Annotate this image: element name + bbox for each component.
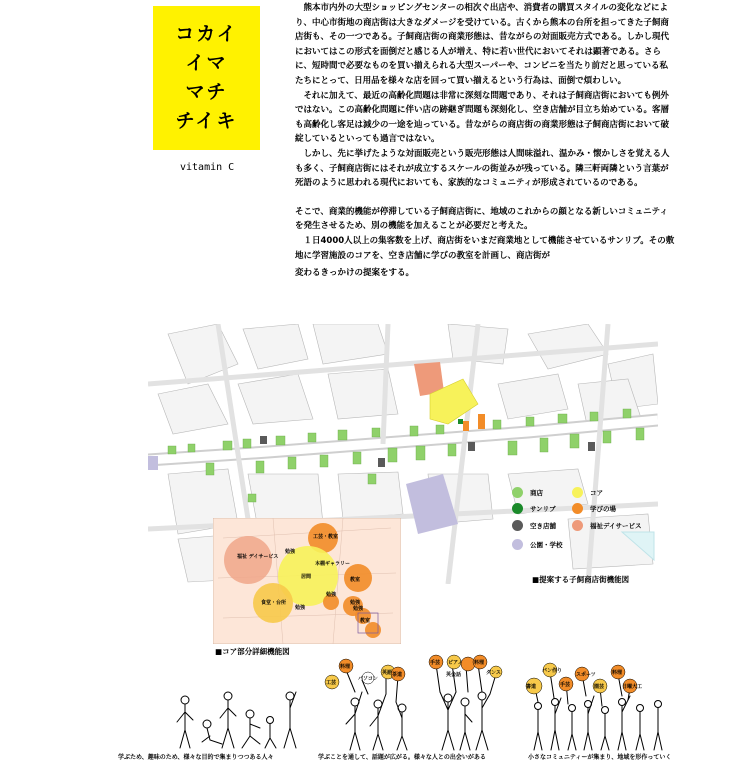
legend-swatch — [512, 503, 523, 514]
detail-label: 工芸・教室 — [313, 534, 339, 540]
title-line: マチ — [185, 81, 228, 103]
people-group-1 — [177, 692, 296, 748]
balloon-label: 英会話 — [446, 672, 462, 678]
paragraph: しかし、先に挙げたような対面販売という販売形態は人間味溢れ、温かみ・懐かしさを覚える人も多く、子飼商店街にはそれが成立するスケールの街並みが残っている。隣三軒両隣という言葉が死語のように思われる現代においても、家族的なコミュニティが形成されているのである。 — [295, 148, 670, 189]
balloon-label: 料理 — [612, 670, 623, 676]
balloon-label: ダンス — [486, 670, 501, 676]
legend-swatch — [572, 520, 583, 531]
balloon-label: パソコン — [358, 676, 378, 682]
detail-label: 居間 — [301, 574, 312, 580]
legend-label: 公園・学校 — [530, 541, 563, 549]
balloon-label: 園芸 — [594, 684, 605, 690]
detail-label: 教室 — [350, 577, 361, 583]
detail-label: 勉強 — [285, 549, 296, 555]
paragraph: そこで、商業的機能が停滞している子飼商店街に、地域のこれからの顔となる新しいコミュニティを発生させるため、別の機能を加えることが必要だと考えた。 — [295, 206, 668, 232]
detail-label: 本棚ギャラリー — [315, 561, 351, 567]
legend-item — [512, 520, 556, 531]
people-illustrations — [110, 652, 720, 760]
legend-label: コア — [590, 489, 603, 497]
people-group-3 — [534, 696, 662, 750]
balloon-label: 料理 — [474, 660, 485, 666]
legend-swatch — [572, 503, 583, 514]
legend-item — [572, 503, 616, 514]
detail-label: 勉強 — [326, 592, 337, 598]
balloon-label: 工芸 — [326, 680, 337, 686]
legend-swatch — [512, 520, 523, 531]
legend-item — [512, 503, 556, 514]
figure-caption: 小さなコミュニティーが集まり、地域を形作っていく — [528, 754, 672, 761]
title-line: チイキ — [175, 110, 238, 132]
legend-item — [512, 487, 543, 498]
legend-corner-decoration — [620, 530, 656, 562]
legend-label: 空き店舗 — [530, 522, 556, 530]
balloon-label: ピアノ — [448, 660, 463, 666]
detail-caption: ■コア部分詳細機能図 — [215, 647, 290, 656]
body-text — [295, 1, 675, 281]
legend-swatch — [512, 539, 523, 550]
detail-label: 勉強 — [295, 605, 306, 611]
map-caption: ■提案する子飼商店街機能図 — [532, 575, 630, 584]
balloon-label: 書道 — [526, 684, 537, 690]
detail-label: 勉強 — [353, 606, 364, 612]
legend-label: 学びの場 — [590, 505, 616, 513]
people-group-2 — [346, 692, 490, 750]
legend-label: 商店 — [530, 489, 543, 497]
detail-label: 勉強 — [350, 600, 361, 606]
detail-label: 食堂・台所 — [261, 600, 287, 606]
title-line: イマ — [185, 52, 228, 74]
figure-caption: 学ぶことを通して、話題が広がる。様々な人との出会いがある — [318, 754, 486, 761]
legend-item — [572, 487, 603, 498]
balloon-label: 料理 — [340, 664, 351, 670]
balloon-label: パン作り — [542, 668, 563, 674]
detail-label: 教室 — [360, 618, 371, 624]
title-line: コカイ — [175, 23, 238, 45]
paragraph: 変わるきっかけの提案をする。 — [295, 268, 415, 279]
balloon-label: 茶道 — [392, 672, 403, 678]
core-detail-diagram — [213, 518, 401, 644]
legend-label: 福祉デイサービス — [590, 522, 642, 530]
figure-caption: 学ぶため、趣味のため、様々な目的で集まりつつある人々 — [118, 754, 274, 761]
paragraph: 熊本市内外の大型ショッピングセンターの相次ぐ出店や、消費者の購買スタイルの変化などにより、中心市街地の商店街は大きなダメージを受けている。古くから熊本の台所を担ってきた子飼商店街も、その一つである。子飼商店街の商業形態は、昔ながらの対面販売方式である。しかし現代においてはこの形式を面倒だと感じる人が増え、特に若い世代においてそれは顕著である。さらに、短時間で必要なものを買い揃えられる大型スーパーや、コンビニを当たり前だと思っている私たちにとって、日用品を様々な店を回って買い揃えるという行為は、面倒で煩わしい。 — [295, 3, 670, 86]
balloon-label: 手芸 — [430, 660, 441, 666]
title-box — [153, 6, 260, 150]
legend-label: サンリブ — [530, 505, 556, 513]
balloon-label: スポーツ — [576, 672, 596, 678]
balloon-label: 日曜大工 — [622, 684, 643, 690]
subtitle: vitamin C — [180, 162, 235, 173]
paragraph: １日4000人以上の集客数を上げ、商店街をいまだ商業地として機能させているサンリブ。その敷地に学習施設のコアを、空き店舗に学びの教室を計画し、商店街が — [295, 235, 675, 261]
balloon-label: 手芸 — [560, 682, 571, 688]
paragraph: それに加えて、最近の高齢化問題は非常に深刻な問題であり、それは子飼商店街においても例外ではない。この高齢化問題に伴い店の跡継ぎ問題も深刻化し、空き店舗が目立ち始めている。客層も高齢化し客足は減少の一途を辿っている。昔ながらの商店街の商業形態は子飼商店街において破綻しているといっても過言ではない。 — [295, 90, 670, 145]
legend-item — [512, 539, 563, 550]
balloon-label: 英語 — [382, 670, 393, 676]
detail-label: 福祉 デイサービス — [237, 554, 279, 560]
legend-swatch — [572, 487, 583, 498]
legend-swatch — [512, 487, 523, 498]
